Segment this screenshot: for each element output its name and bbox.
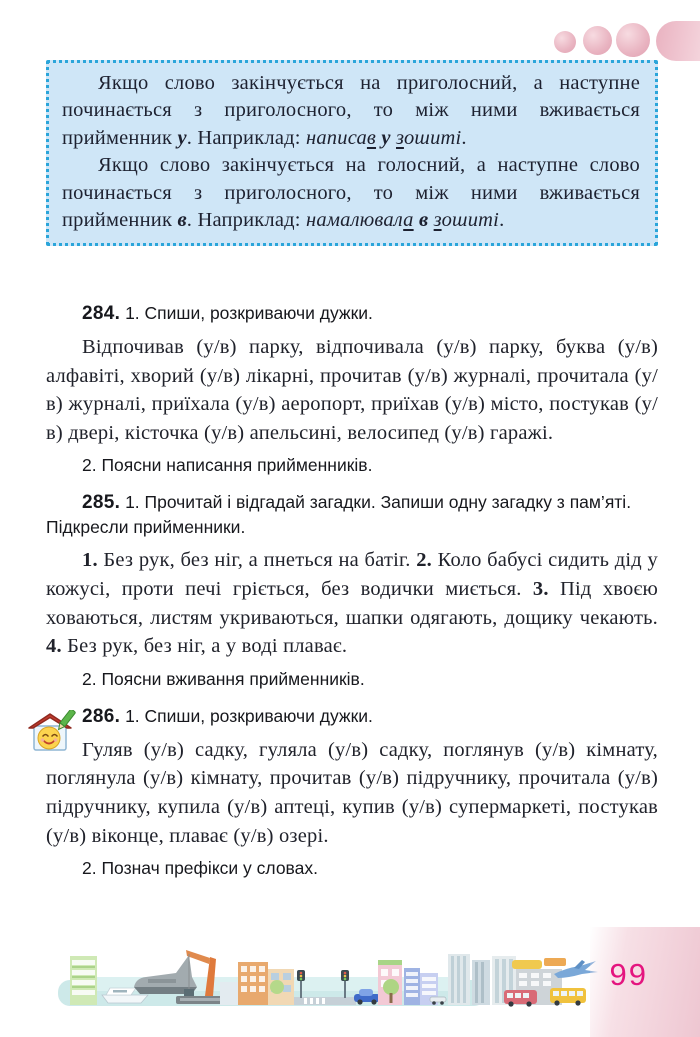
page-number: 99: [609, 957, 648, 992]
exercise-285: [46, 490, 658, 690]
rule-paragraph-u: Якщо слово закінчується на приголосний, а наступне починається з приголосного, то між ними вживається прийменник у. Наприклад: написав у зошиті.: [62, 72, 640, 149]
exercise-body: Відпочивав (у/в) парку, відпочивала (у/в) парку, буква (у/в) алфавіті, хворий (у/в) лікарні, прочитав (у/в) журналі, прочитала (у/в) журналі, приїхала (у/в) аеропорт, приїхав (у/в) місто, постукав (у/в) двері, кісточка (у/в) апельсині, велосипед (у/в) гаражі.: [46, 336, 658, 444]
exercise-header: [46, 301, 658, 326]
grammar-rule-box: [46, 60, 658, 246]
exercise-task2: 2. Поясни вживання прийменників.: [82, 668, 365, 689]
exercise-body-riddles: 1. Без рук, без ніг, а пнеться на батіг. 2. Коло бабусі сидить дід у кожусі, проти печі гріється, без водички миється. 3. Під хвоєю ховаються, листям укриваються, шапки одягають, дощику чекають. 4. Без рук, без ніг, а у воді плаває.: [46, 549, 658, 658]
exercise-task1: 1. Спиши, розкриваючи дужки.: [125, 303, 373, 323]
exercise-286: [46, 704, 658, 880]
exercise-task1: 1. Прочитай і відгадай загадки. Запиши одну загадку з пам’яті. Підкресли прийменники.: [46, 492, 632, 538]
exercise-task2: 2. Познач префікси у словах.: [82, 858, 319, 879]
exercise-number: 285.: [82, 492, 121, 514]
page-number-block: [590, 927, 700, 1037]
exercise-header: [46, 490, 658, 539]
exercise-header: [46, 704, 658, 729]
rule-paragraph-v: Якщо слово закінчується на голосний, а наступне слово починається з приголосного, то між ними вживається прийменник в. Наприклад: намалювала в зошиті.: [62, 154, 640, 232]
exercise-number: 284.: [82, 303, 121, 324]
exercise-body: Гуляв (у/в) садку, гуляла (у/в) садку, поглянув (у/в) кімнату, поглянула (у/в) кімнату, прочитав (у/в) підручнику, прочитала (у/в) підручнику, купила (у/в) аптеці, купив (у/в) супермаркеті, постукав (у/в) віконце, плаває (у/в) озері.: [46, 738, 658, 847]
homework-house-icon: [26, 710, 76, 754]
exercises-content: [46, 288, 658, 880]
pink-dot-decoration-medium: [583, 26, 612, 55]
exercise-284: [46, 301, 658, 477]
exercise-task1: 1. Спиши, розкриваючи дужки.: [125, 705, 373, 726]
pink-dot-decoration-large: [616, 23, 650, 57]
pink-dot-decoration-small: [554, 31, 576, 53]
exercise-number: 286.: [82, 705, 121, 727]
pink-pill-decoration: [656, 21, 700, 61]
exercise-task2: 2. Поясни написання прийменників.: [82, 455, 373, 476]
footer-city-illustration: [58, 947, 598, 1019]
